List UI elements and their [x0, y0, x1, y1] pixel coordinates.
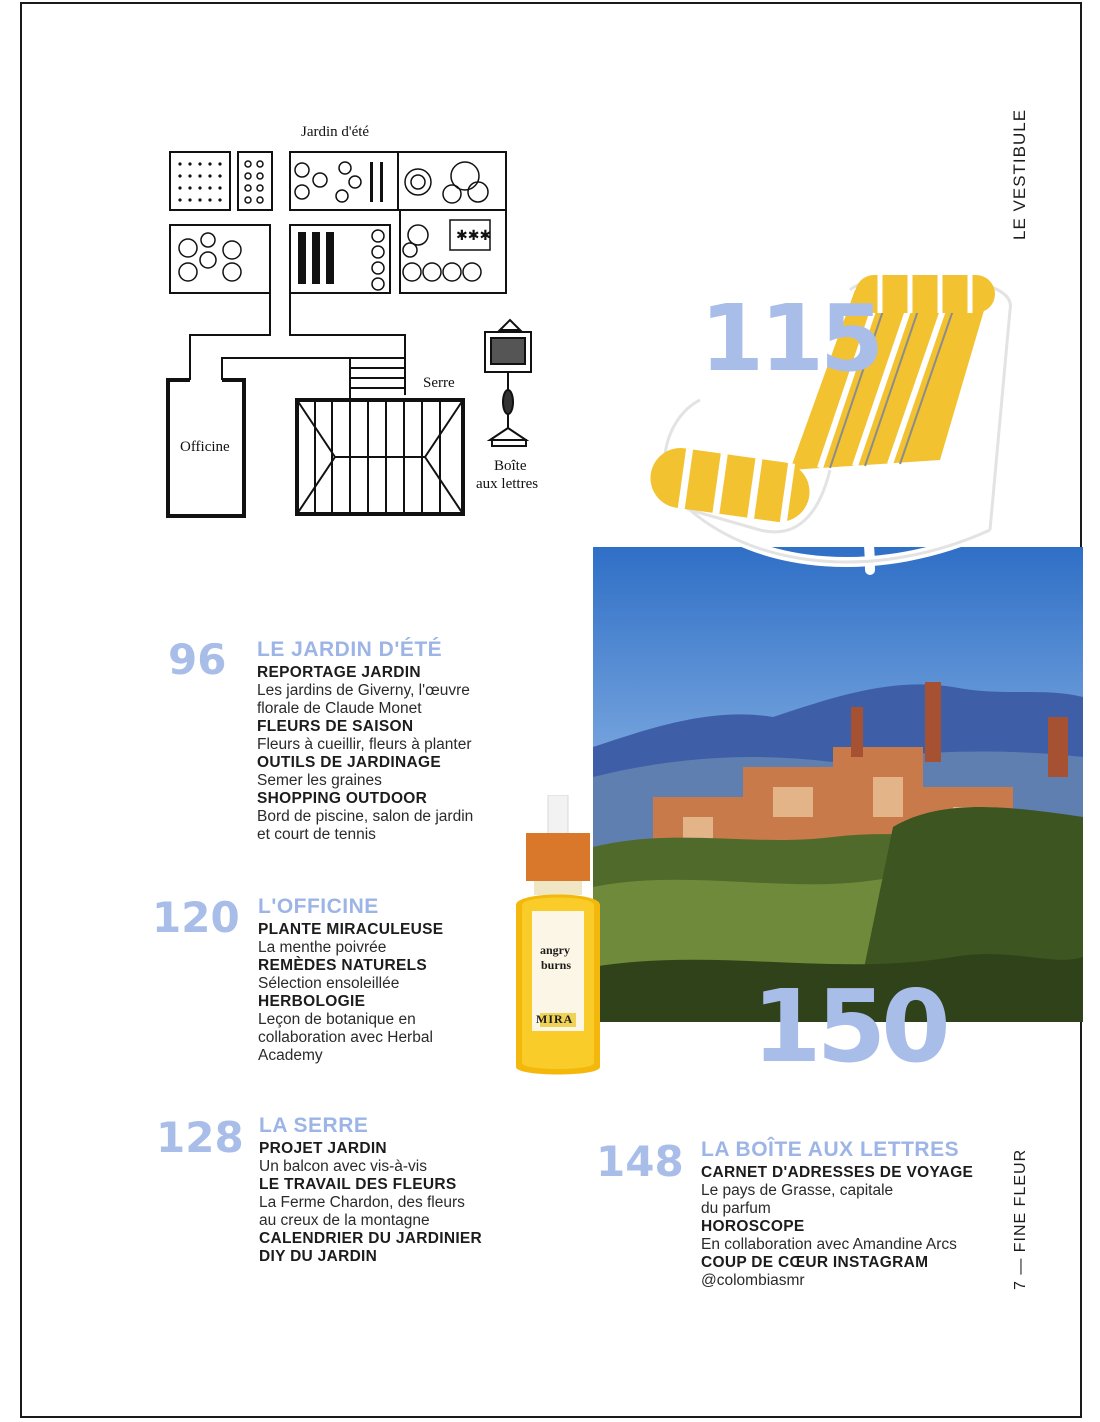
item-heading[interactable]: LE TRAVAIL DES FLEURS [259, 1176, 457, 1193]
page-number-150: 150 [752, 968, 946, 1085]
bottle-brand-line2: burns [541, 958, 572, 972]
item-description: Fleurs à cueillir, fleurs à planter [257, 736, 472, 753]
item-description: Un balcon avec vis-à-vis [259, 1158, 427, 1175]
section-page-number: 148 [596, 1137, 684, 1186]
section-jardin-ete [257, 638, 517, 844]
item-description: Le pays de Grasse, capitale du parfum [701, 1182, 894, 1217]
bottle-brand-line1: angry [540, 943, 570, 957]
section-officine [258, 895, 518, 1065]
section-boite-aux-lettres [701, 1138, 991, 1290]
plan-label-summer-garden: Jardin d'été [301, 124, 370, 140]
section-title: LA SERRE [259, 1114, 369, 1137]
section-title: L'OFFICINE [258, 895, 379, 918]
svg-text:✱✱✱: ✱✱✱ [456, 228, 492, 244]
plan-label-mailbox-line2: aux lettres [476, 476, 539, 492]
section-page-number: 120 [152, 893, 240, 942]
item-heading[interactable]: PLANTE MIRACULEUSE [258, 921, 444, 938]
item-heading[interactable]: SHOPPING OUTDOOR [257, 790, 428, 807]
item-heading[interactable]: CALENDRIER DU JARDINIER [259, 1230, 483, 1247]
item-heading[interactable]: OUTILS DE JARDINAGE [257, 754, 441, 771]
plan-label-mailbox-line1: Boîte [494, 458, 527, 474]
item-description: En collaboration avec Amandine Arcs [701, 1236, 957, 1253]
item-heading[interactable]: REMÈDES NATURELS [258, 957, 427, 974]
plan-label-greenhouse: Serre [423, 375, 455, 391]
item-description: Les jardins de Giverny, l'œuvre florale de Claude Monet [257, 682, 470, 717]
section-label: LE VESTIBULE [1010, 108, 1029, 240]
item-description: Leçon de botanique en collaboration avec Herbal Academy [258, 1011, 433, 1064]
plan-label-officine: Officine [180, 439, 230, 455]
item-heading[interactable]: HERBOLOGIE [258, 993, 366, 1010]
item-heading[interactable]: CARNET D'ADRESSES DE VOYAGE [701, 1164, 974, 1181]
section-title: LE JARDIN D'ÉTÉ [257, 638, 443, 661]
item-description: La Ferme Chardon, des fleurs au creux de la montagne [259, 1194, 465, 1229]
bottle-maker: MIRA [536, 1012, 574, 1026]
item-description: Semer les graines [257, 772, 382, 789]
item-description[interactable]: @colombiasmr [701, 1272, 805, 1289]
page-folio: 7 — FINE FLEUR [1012, 1148, 1029, 1290]
item-description: Bord de piscine, salon de jardin et court de tennis [257, 808, 474, 843]
item-heading[interactable]: HOROSCOPE [701, 1218, 805, 1235]
item-heading[interactable]: PROJET JARDIN [259, 1140, 387, 1157]
item-heading[interactable]: FLEURS DE SAISON [257, 718, 414, 735]
section-page-number: 96 [168, 635, 227, 684]
item-description: Sélection ensoleillée [258, 975, 400, 992]
item-description: La menthe poivrée [258, 939, 387, 956]
section-title: LA BOÎTE AUX LETTRES [701, 1138, 960, 1161]
item-heading[interactable]: COUP DE CŒUR INSTAGRAM [701, 1254, 929, 1271]
item-heading[interactable]: REPORTAGE JARDIN [257, 664, 421, 681]
grasse-village-photo [593, 547, 1083, 1022]
section-page-number: 128 [156, 1113, 244, 1162]
item-heading[interactable]: DIY DU JARDIN [259, 1248, 378, 1265]
page-number-115: 115 [700, 285, 881, 392]
section-serre [259, 1114, 519, 1266]
oil-bottle-image [508, 795, 608, 1080]
